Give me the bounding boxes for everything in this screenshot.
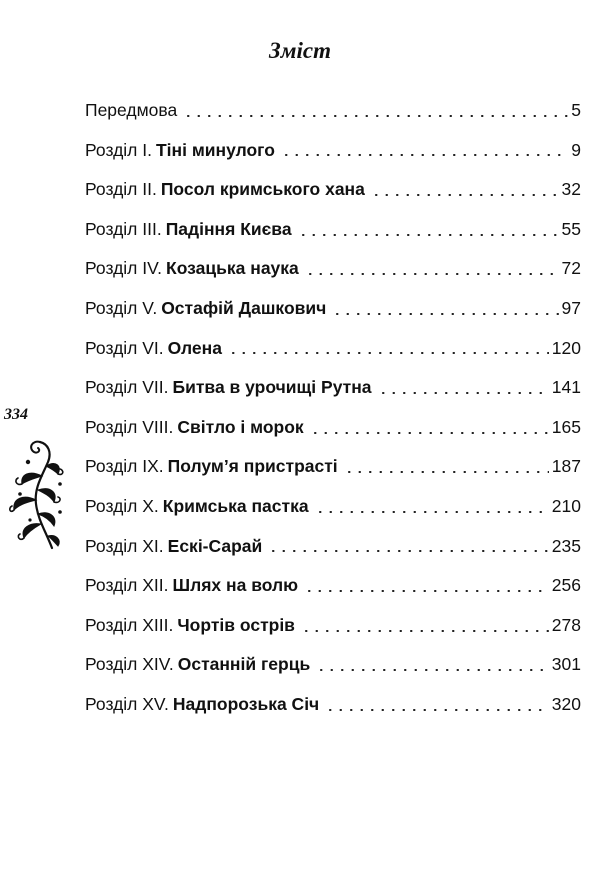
toc-entry-chapter-4 <box>85 249 581 289</box>
dot-leader <box>268 550 549 552</box>
dot-leader <box>310 432 549 434</box>
dot-leader <box>344 471 549 473</box>
toc-entry-chapter-14 <box>85 645 581 685</box>
toc-entry-chapter-12 <box>85 566 581 606</box>
entry-page-number: 187 <box>551 456 581 477</box>
toc-entry-chapter-2 <box>85 170 581 210</box>
entry-page-number: 210 <box>551 495 581 516</box>
entry-label: Розділ ІХ. <box>85 456 164 477</box>
toc-entry-chapter-8 <box>85 408 581 448</box>
toc-entry-chapter-9 <box>85 447 581 487</box>
entry-title: Світло і морок <box>177 416 304 437</box>
entry-page-number: 141 <box>551 377 581 398</box>
entry-label: Розділ VIII. <box>85 416 174 437</box>
dot-leader <box>301 630 549 632</box>
toc-entry-chapter-7 <box>85 368 581 408</box>
dot-leader <box>371 194 559 196</box>
entry-page-number: 32 <box>561 179 581 200</box>
floral-ornament-icon <box>8 436 66 552</box>
entry-page-number: 278 <box>551 614 581 635</box>
entry-title: Останній герць <box>177 654 311 675</box>
dot-leader <box>298 234 559 236</box>
entry-page-number: 5 <box>571 100 581 121</box>
entry-page-number: 301 <box>551 654 581 675</box>
entry-label: Розділ Х. <box>85 495 159 516</box>
entry-page-number: 120 <box>551 337 581 358</box>
entry-title: Кримська пастка <box>162 495 309 516</box>
entry-title: Ескі-Сарай <box>167 535 263 556</box>
entry-page-number: 256 <box>551 575 581 596</box>
toc-entry-preface <box>85 91 581 131</box>
toc-entry-chapter-15 <box>85 685 581 725</box>
entry-label: Розділ ІІІ. <box>85 218 162 239</box>
entry-page-number: 72 <box>561 258 581 279</box>
dot-leader <box>315 511 549 513</box>
dot-leader <box>325 709 549 711</box>
entry-title: Полум’я пристрасті <box>167 456 338 477</box>
dot-leader <box>304 590 549 592</box>
entry-page-number: 55 <box>561 218 581 239</box>
table-of-contents <box>85 91 581 725</box>
dot-leader <box>183 115 568 117</box>
entry-page-number: 165 <box>551 416 581 437</box>
toc-entry-chapter-3 <box>85 210 581 250</box>
entry-title: Козацька наука <box>166 258 299 279</box>
entry-label: Розділ ХІІ. <box>85 575 169 596</box>
entry-page-number: 235 <box>551 535 581 556</box>
toc-entry-chapter-11 <box>85 527 581 567</box>
dot-leader <box>228 352 549 354</box>
toc-entry-chapter-6 <box>85 329 581 369</box>
entry-title: Надпорозька Січ <box>172 693 320 714</box>
dot-leader <box>305 273 559 275</box>
toc-entry-chapter-5 <box>85 289 581 329</box>
toc-entry-chapter-1 <box>85 131 581 171</box>
entry-title: Олена <box>167 337 222 358</box>
entry-title: Тіні минулого <box>155 139 275 160</box>
entry-title: Падіння Києва <box>165 218 292 239</box>
entry-page-number: 320 <box>551 693 581 714</box>
dot-leader <box>332 313 558 315</box>
entry-label: Розділ ХІ. <box>85 535 164 556</box>
entry-label: Розділ ХІІІ. <box>85 614 174 635</box>
toc-entry-chapter-10 <box>85 487 581 527</box>
entry-label: Передмова <box>85 100 178 121</box>
entry-title: Посол кримського хана <box>160 179 365 200</box>
page-number: 334 <box>4 406 28 423</box>
entry-label: Розділ І. <box>85 139 152 160</box>
entry-label: Розділ IV. <box>85 258 163 279</box>
entry-label: Розділ VII. <box>85 377 169 398</box>
entry-page-number: 97 <box>561 298 581 319</box>
page-title: Зміст <box>269 38 331 63</box>
entry-label: Розділ VI. <box>85 337 164 358</box>
entry-title: Битва в урочищі Рутна <box>172 377 372 398</box>
entry-label: Розділ V. <box>85 298 158 319</box>
dot-leader <box>378 392 549 394</box>
entry-label: Розділ XV. <box>85 693 169 714</box>
entry-title: Остафій Дашкович <box>161 298 327 319</box>
entry-title: Чортів острів <box>177 614 295 635</box>
toc-entry-chapter-13 <box>85 606 581 646</box>
dot-leader <box>316 669 549 671</box>
dot-leader <box>281 154 568 156</box>
entry-label: Розділ ІІ. <box>85 179 157 200</box>
entry-label: Розділ XIV. <box>85 654 174 675</box>
entry-title: Шлях на волю <box>172 575 299 596</box>
entry-page-number: 9 <box>571 139 581 160</box>
